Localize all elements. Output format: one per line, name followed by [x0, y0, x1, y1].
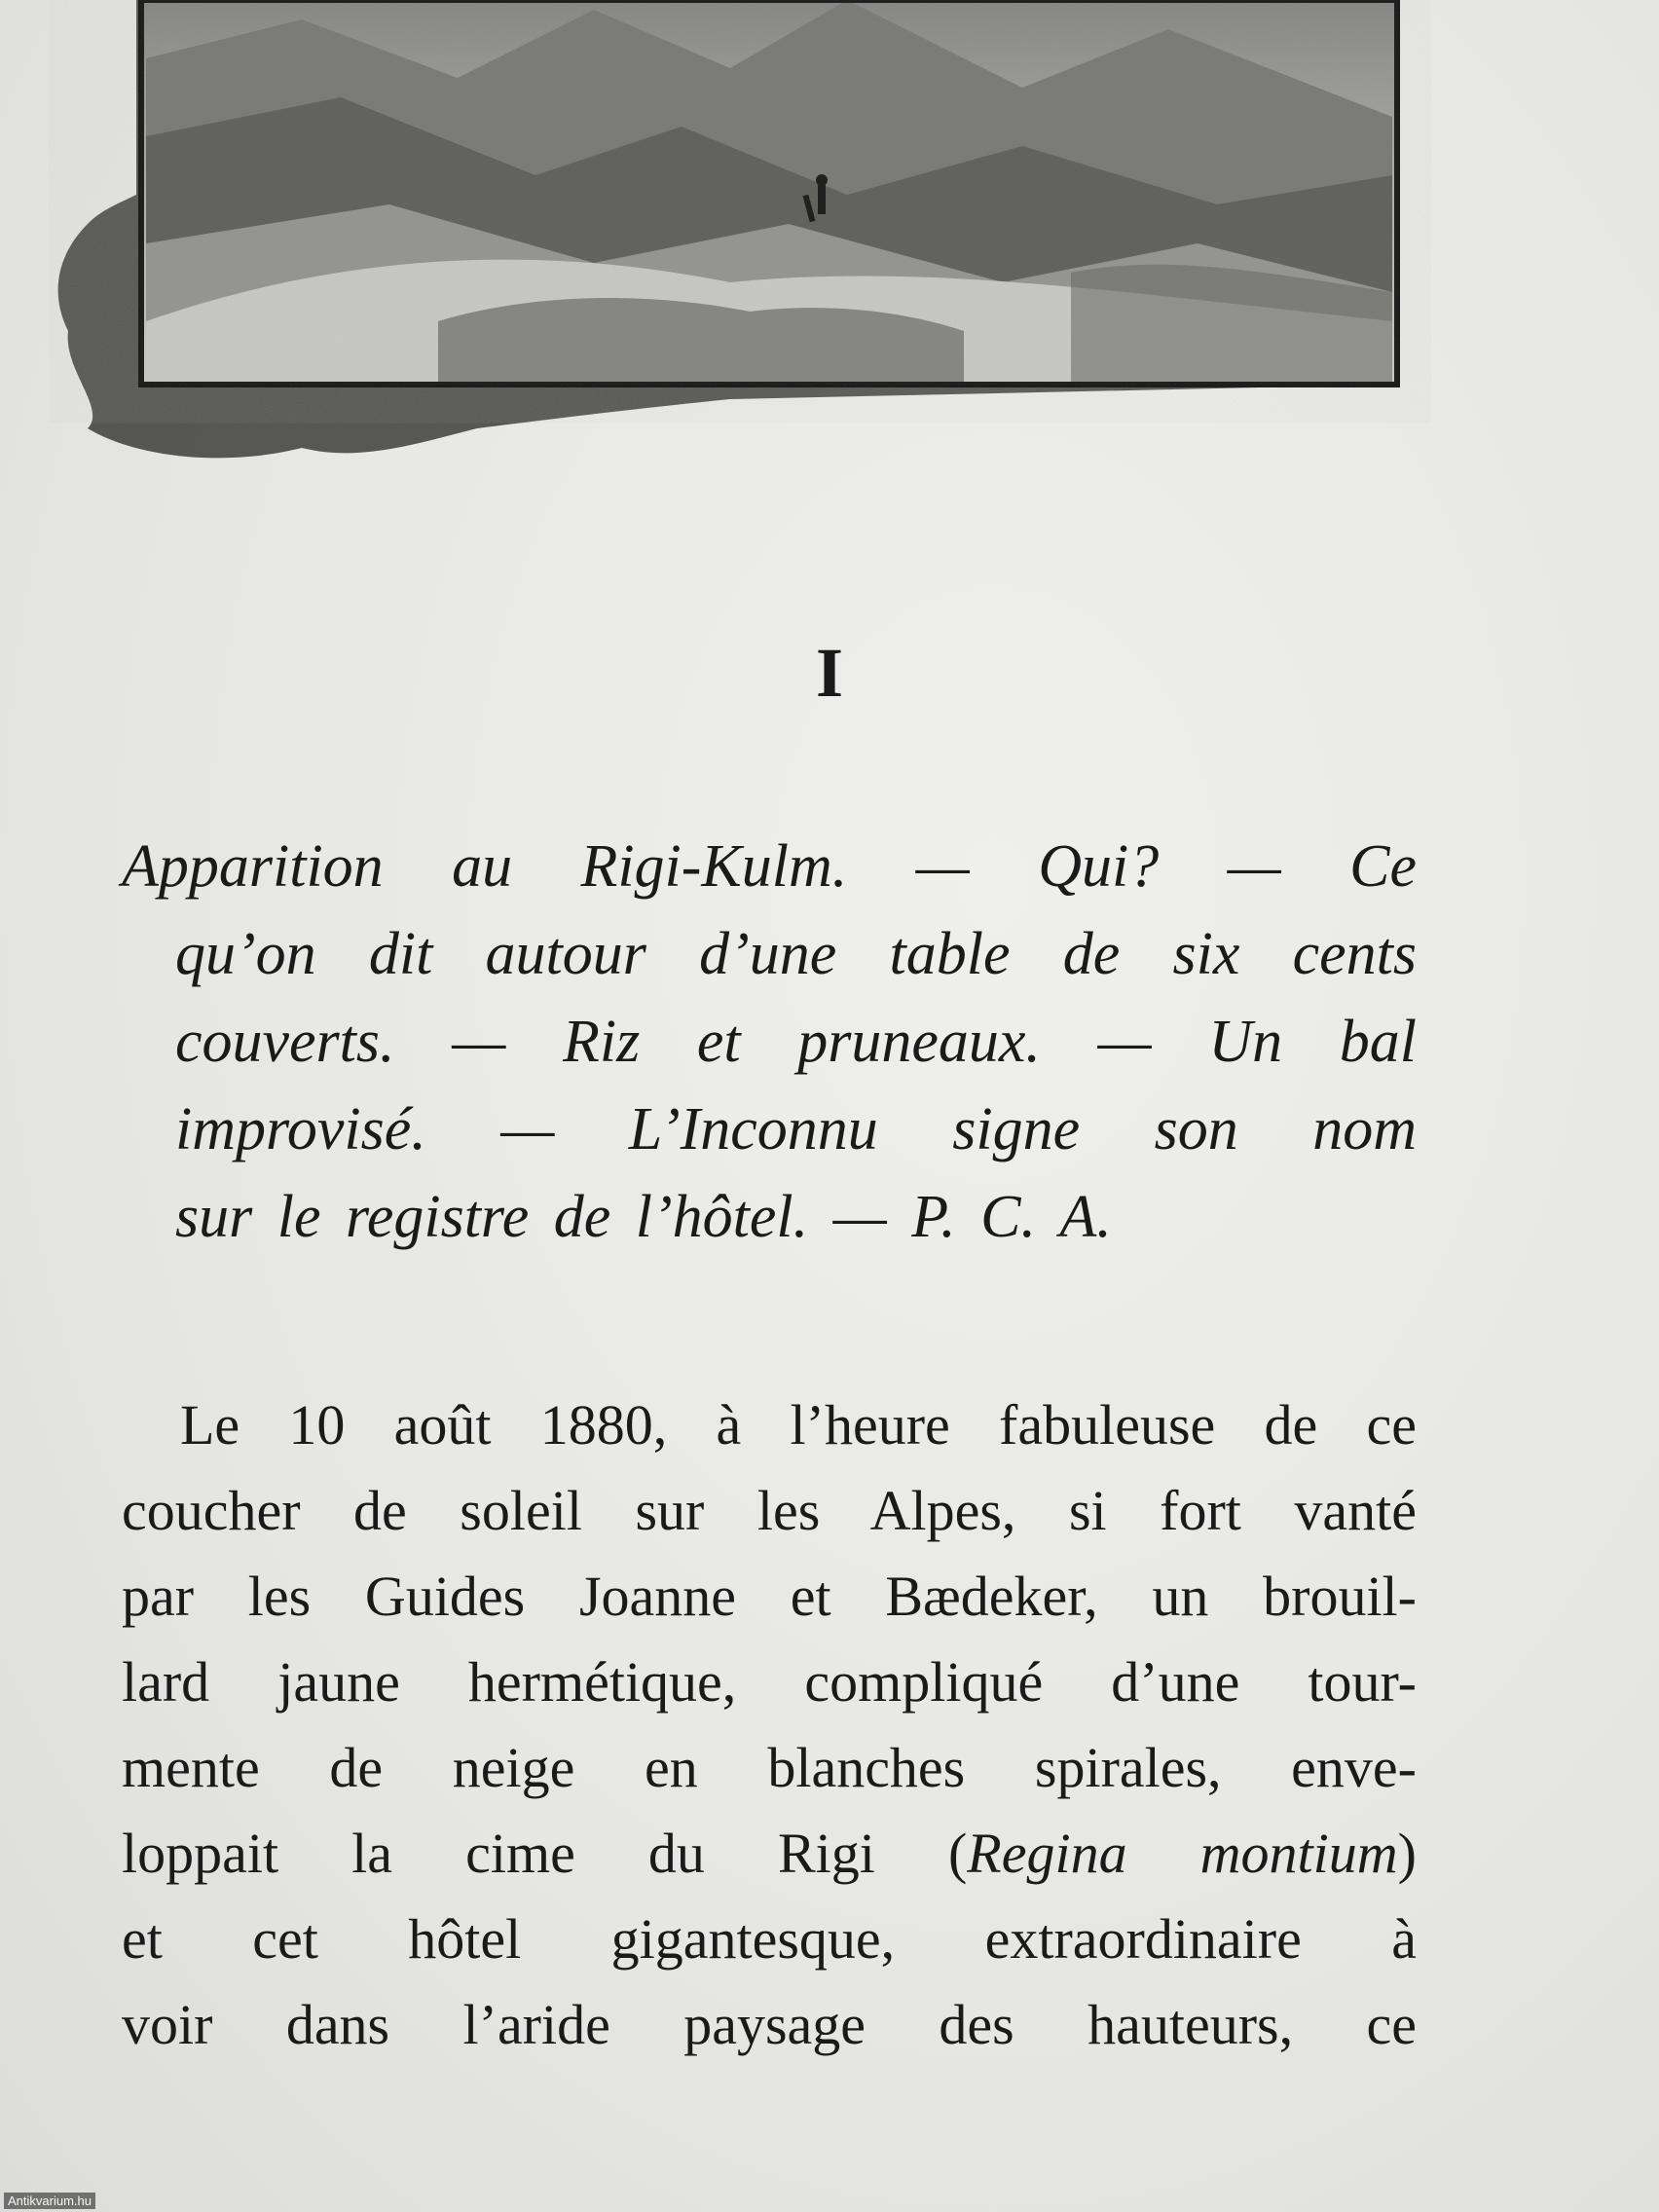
body-line-text: )	[1397, 1822, 1417, 1885]
engraving-image	[49, 0, 1431, 477]
latin-phrase: Regina montium	[967, 1822, 1398, 1885]
body-line: voir dans l’aride paysage des hauteurs, ce	[122, 1993, 1417, 2056]
summary-line: qu’on dit autour d’une table de six cents	[175, 921, 1417, 987]
summary-line: Apparition au Rigi-Kulm. — Qui? — Ce	[122, 833, 1417, 900]
body-line	[122, 1811, 1417, 1897]
mountain-illustration	[49, 0, 1431, 477]
body-line: et cet hôtel gigantesque, extraordinaire à	[122, 1907, 1417, 1971]
chapter-number: I	[815, 634, 844, 712]
body-line: Le 10 août 1880, à l’heure fabuleuse de ce	[180, 1393, 1417, 1456]
chapter-summary	[122, 823, 1417, 1261]
body-line: coucher de soleil sur les Alpes, si fort vanté	[122, 1479, 1417, 1542]
body-line: lard jaune hermétique, compliqué d’une tour-	[122, 1650, 1417, 1714]
body-line: par les Guides Joanne et Bædeker, un brouil-	[122, 1565, 1417, 1628]
watermark: Antikvarium.hu	[4, 2193, 95, 2209]
body-line: mente de neige en blanches spirales, enve-	[122, 1736, 1417, 1799]
body-line-text: loppait la cime du Rigi (	[122, 1822, 968, 1885]
summary-line: improvisé. — L’Inconnu signe son nom	[175, 1096, 1417, 1162]
body-paragraph	[122, 1382, 1417, 2068]
summary-line: couverts. — Riz et pruneaux. — Un bal	[175, 1009, 1417, 1075]
summary-line: sur le registre de l’hôtel. — P. C. A.	[175, 1184, 1112, 1250]
